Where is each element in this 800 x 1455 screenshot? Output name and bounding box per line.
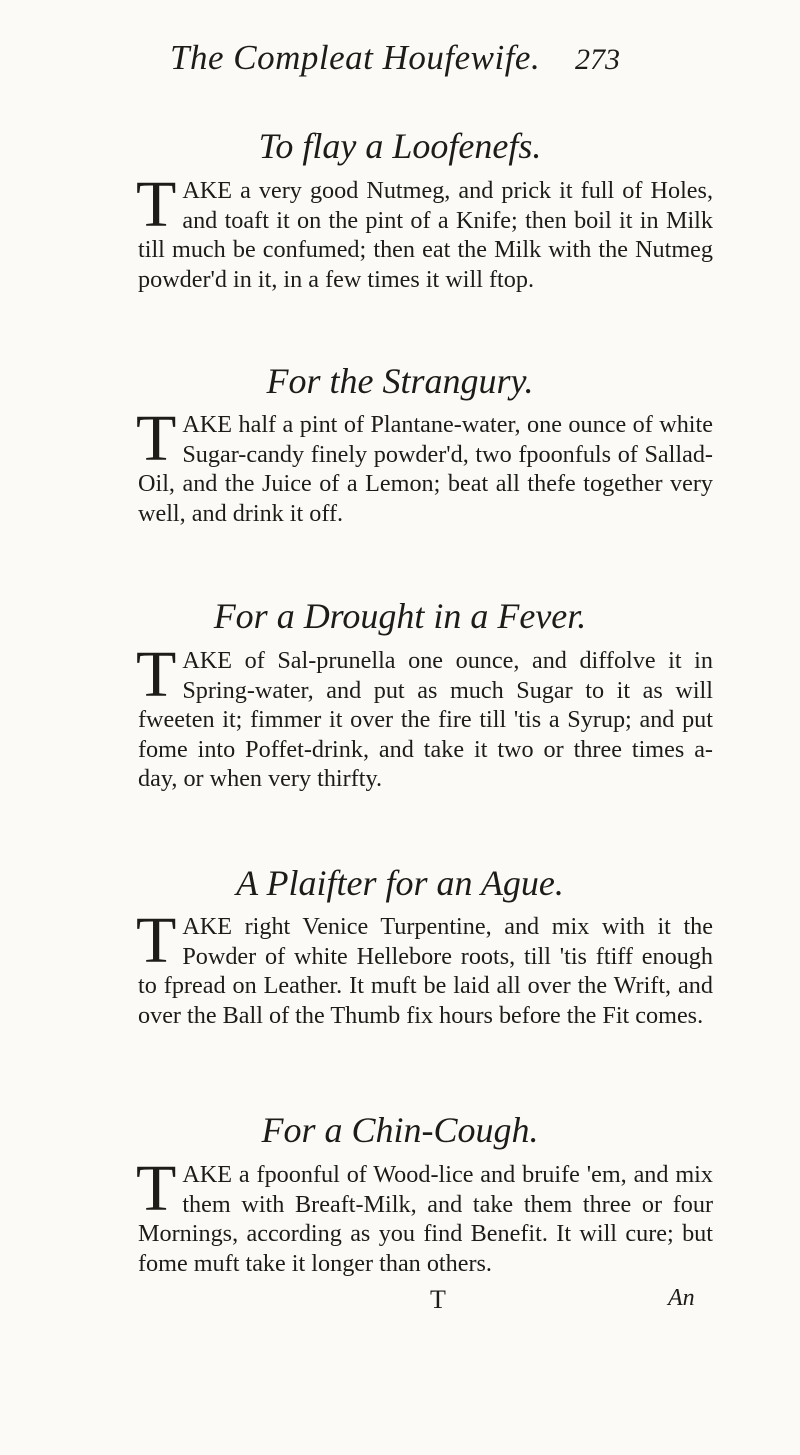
recipe-body	[136, 904, 713, 1030]
recipe-text: AKE a fpoonful of Wood-lice and bruife 'em, and mix them with Breaft-Milk, and take them three or four Mornings, according as you find Benefit. It will cure; but fome muft take it longer than others.	[138, 1161, 713, 1277]
catchword: An	[668, 1285, 695, 1311]
page-number: 273	[575, 43, 620, 76]
signature-mark: T	[430, 1285, 446, 1314]
recipe-text: AKE half a pint of Plantane-water, one ounce of white Sugar-candy finely powder'd, two fpoonfuls of Sallad-Oil, and the Juice of a Lemon; beat all thefe together very well, and drink it off.	[138, 411, 713, 527]
drop-cap: T	[136, 402, 177, 475]
drop-cap: T	[136, 168, 177, 241]
recipe-text: AKE right Venice Turpentine, and mix with it the Powder of white Hellebore roots, till 'tis ftiff enough to fpread on Leather. It muft be laid all over the Wrift, and over the Ball of the Thumb fix hours before the Fit comes.	[138, 913, 713, 1029]
recipe-body	[136, 1152, 713, 1278]
recipe-body	[136, 168, 713, 294]
drop-cap: T	[136, 638, 177, 711]
recipe-heading: A Plaifter for an Ague.	[236, 863, 564, 903]
recipe-heading: For the Strangury.	[266, 361, 534, 401]
recipe-body	[136, 638, 713, 794]
recipe-text: AKE of Sal-prunella one ounce, and diffolve it in Spring-water, and put as much Sugar to it as will fweeten it; fimmer it over the fire till 'tis a Syrup; and put fome into Poffet-drink, and take it two or three times a-day, or when very thirfty.	[138, 647, 713, 792]
drop-cap: T	[136, 904, 177, 977]
recipe-heading: For a Drought in a Fever.	[213, 596, 587, 636]
running-head	[0, 38, 800, 78]
recipe-body	[136, 402, 713, 528]
recipe-text: AKE a very good Nutmeg, and prick it full of Holes, and toaft it on the pint of a Knife; then boil it in Milk till much be confumed; then eat the Milk with the Nutmeg powder'd in it, in a few times it will ftop.	[138, 177, 713, 293]
drop-cap: T	[136, 1152, 177, 1225]
recipe-heading: For a Chin-Cough.	[261, 1110, 539, 1150]
running-head-title: The Compleat Houfewife.	[170, 38, 541, 77]
recipe-heading: To flay a Loofenefs.	[258, 126, 542, 166]
